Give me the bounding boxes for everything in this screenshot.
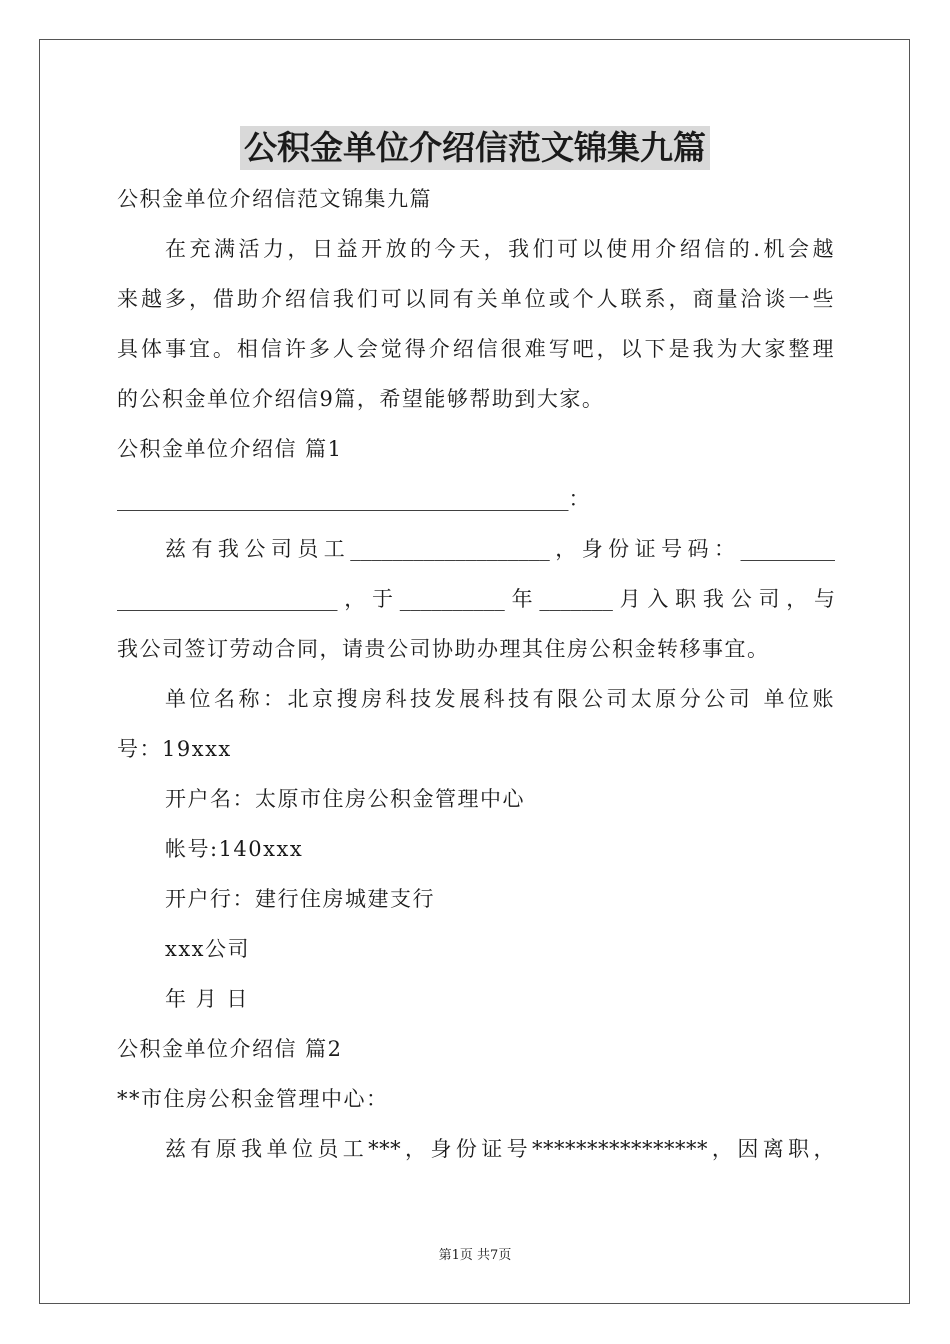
- page-border: [39, 39, 910, 1304]
- date-line: 年 月 日: [165, 987, 249, 1011]
- paragraph-line: 单位名称：北京搜房科技发展科技有限公司太原分公司 单位账: [165, 687, 835, 711]
- title-wrap: [0, 126, 950, 170]
- account-name-line: 开户名：太原市住房公积金管理中心: [165, 787, 525, 811]
- addressee-blank-line: ___________________________________________：: [117, 487, 590, 511]
- addressee-line: **市住房公积金管理中心：: [117, 1087, 389, 1111]
- paragraph-line: 具体事宜。相信许多人会觉得介绍信很难写吧，以下是我为大家整理: [117, 337, 835, 361]
- paragraph-line: 在充满活力，日益开放的今天，我们可以使用介绍信的.机会越: [165, 237, 835, 261]
- paragraph-line: 我公司签订劳动合同，请贵公司协助办理其住房公积金转移事宜。: [117, 637, 770, 661]
- section-heading: 公积金单位介绍信 篇1: [117, 437, 343, 461]
- paragraph-line: _____________________，于__________年_______月入职我公司，与: [117, 587, 835, 611]
- paragraph-line: 的公积金单位介绍信9篇，希望能够帮助到大家。: [117, 387, 605, 411]
- paragraph-line: 号：19xxx: [117, 737, 232, 761]
- account-number-line: 帐号:140xxx: [165, 837, 304, 861]
- paragraph-line: 兹有原我单位员工***，身份证号****************，因离职，: [165, 1137, 835, 1161]
- subtitle-line: 公积金单位介绍信范文锦集九篇: [117, 187, 432, 211]
- document-title: 公积金单位介绍信范文锦集九篇: [240, 126, 710, 170]
- section-heading: 公积金单位介绍信 篇2: [117, 1037, 343, 1061]
- paragraph-line: 来越多，借助介绍信我们可以同有关单位或个人联系，商量洽谈一些: [117, 287, 835, 311]
- paragraph-line: 兹有我公司员工___________________，身份证号码：_________: [165, 537, 835, 561]
- bank-line: 开户行：建行住房城建支行: [165, 887, 435, 911]
- company-signature-line: xxx公司: [165, 937, 251, 961]
- page-footer: 第1页 共7页: [438, 1248, 512, 1263]
